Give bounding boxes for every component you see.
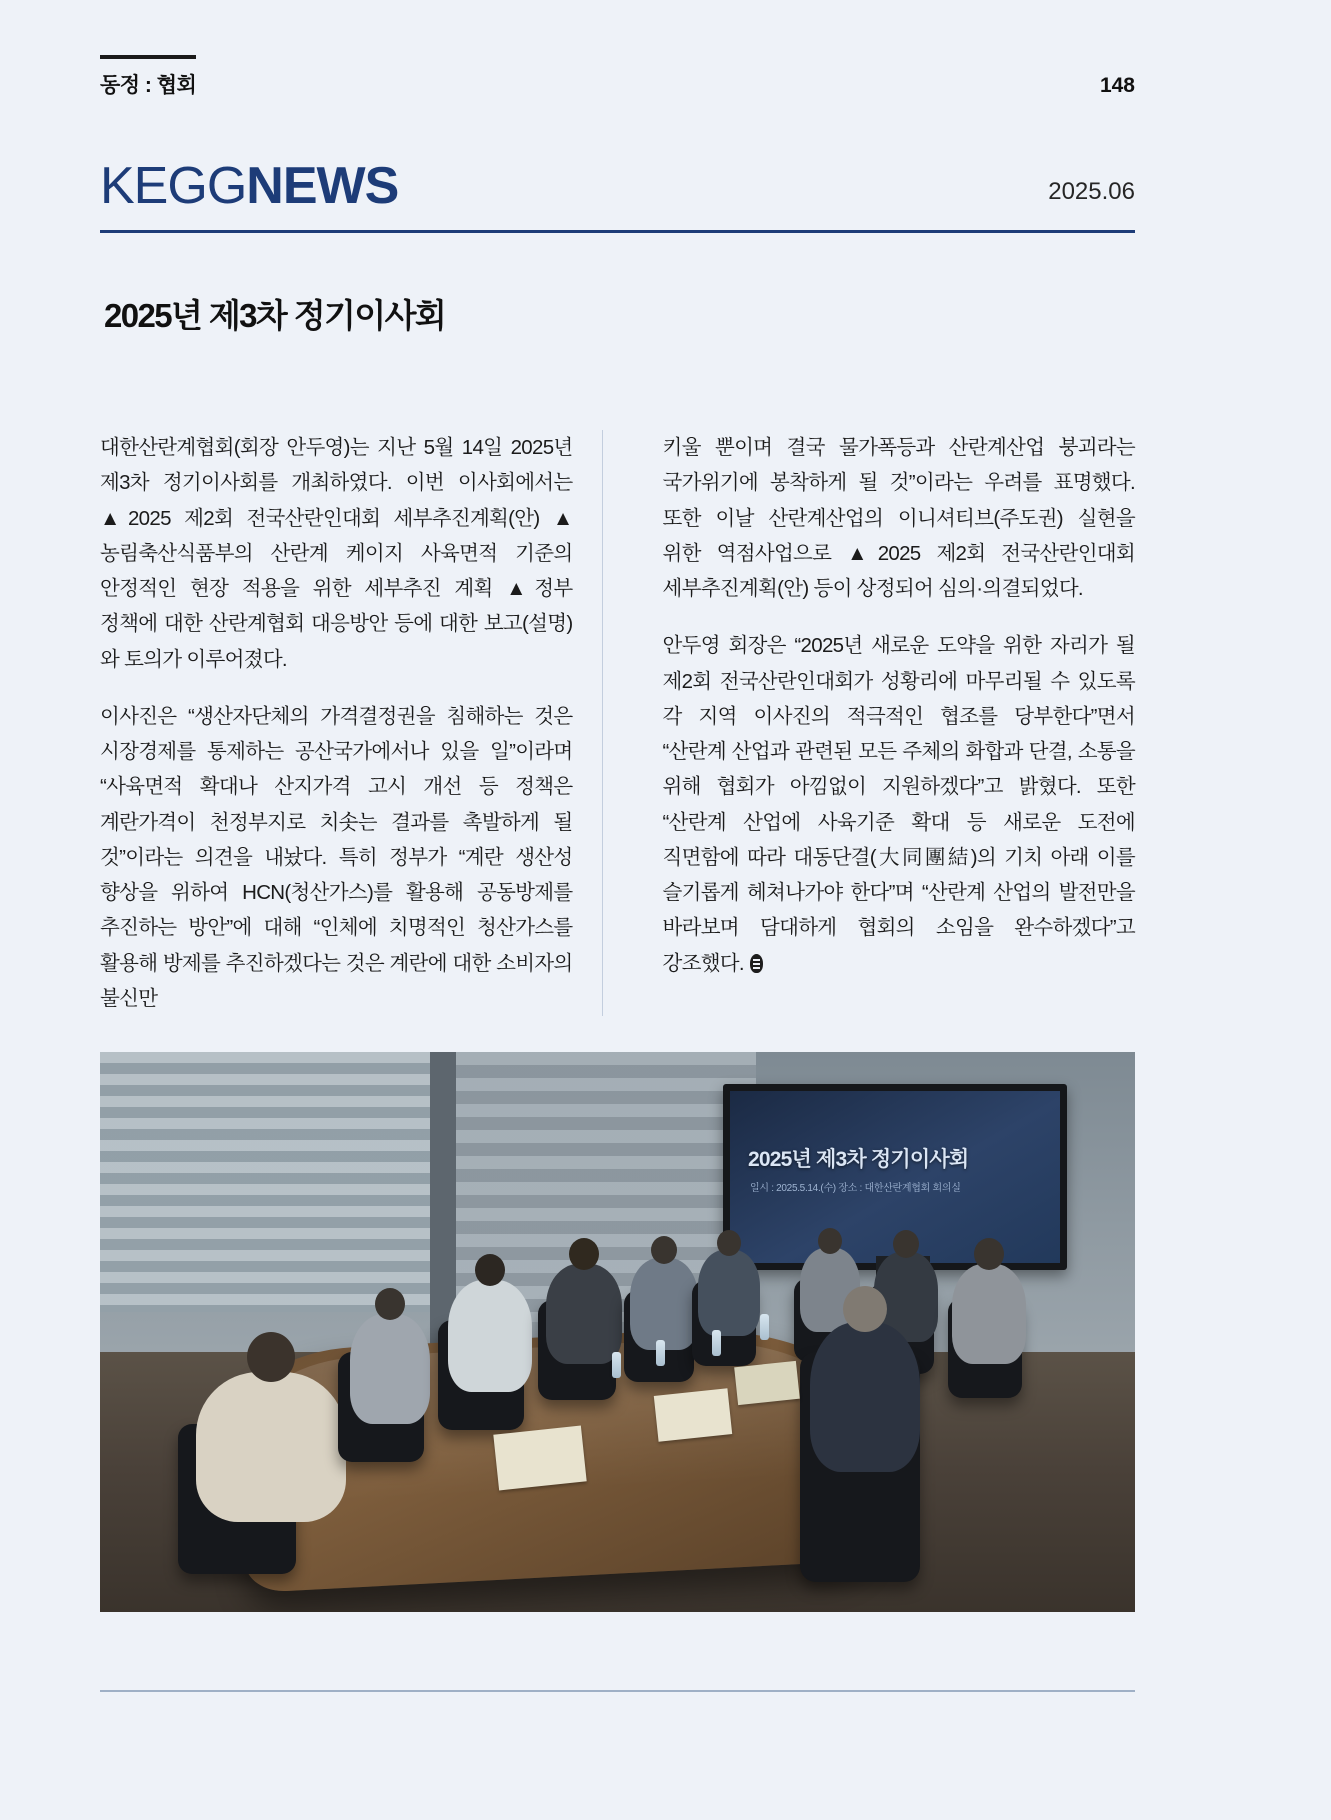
attendee-head [375, 1288, 405, 1320]
water-bottle [612, 1352, 621, 1378]
window-blinds [100, 1052, 430, 1312]
page-number: 148 [1099, 74, 1135, 97]
issue-date: 2025.06 [1048, 178, 1135, 205]
brand-bold-text: NEWS [246, 157, 399, 215]
attendee [952, 1264, 1026, 1364]
attendee [698, 1250, 760, 1336]
attendee-head [717, 1230, 741, 1256]
water-bottle [760, 1314, 769, 1340]
document-paper [654, 1388, 732, 1441]
attendee [448, 1280, 532, 1392]
page-header [100, 55, 1135, 99]
brand-logo [100, 157, 399, 215]
masthead [100, 157, 1135, 233]
attendee-head [569, 1238, 599, 1270]
column-left [100, 430, 603, 1016]
article-photo [100, 1052, 1135, 1612]
brand-light-text: KEGG [100, 157, 247, 215]
attendee-head [651, 1236, 677, 1264]
footer-rule [100, 1690, 1135, 1692]
paragraph: 키울 뿐이며 결국 물가폭등과 산란계산업 붕괴라는 국가위기에 봉착하게 될 것”이라는 우려를 표명했다. 또한 이날 산란계산업의 이니셔티브(주도권) 실현을 위한 역점사업으로 ▲2025 제2회 전국산란인대회 세부추진계획(안) 등이 상정되어 심의·의결되었다. [662, 436, 1135, 600]
section-label: 동정 : 협회 [100, 74, 197, 97]
attendee-head [893, 1230, 919, 1258]
water-bottle [656, 1340, 665, 1366]
attendee-head [247, 1332, 295, 1382]
paragraph-with-endmark [663, 628, 1136, 981]
header-rule [100, 55, 196, 59]
article-body [100, 430, 1135, 1016]
header-row [100, 69, 1135, 99]
water-bottle [712, 1330, 721, 1356]
screen-subtitle: 일시 : 2025.5.14.(수) 장소 : 대한산란계협회 회의실 [750, 1183, 961, 1194]
paragraph-text: 안두영 회장은 “2025년 새로운 도약을 위한 자리가 될 제2회 전국산란인대회가 성황리에 마무리될 수 있도록 각 지역 이사진의 적극적인 협조를 당부한다”면서 “산란계 산업과 관련된 모든 주체의 화합과 단결, 소통을 위해 협회가 아낌없이 지원하겠다”고 밝혔다. 또한 “산란계 산업에 사육기준 확대 등 새로운 도전에 직면함에 따라 대동단결(大同團結)의 기치 아래 이를 슬기롭게 헤쳐나가야 한다”며 “산란계 산업의 발전만을 바라보며 담대하게 협회의 소임을 완수하겠다”고 강조했다. [662, 634, 1135, 975]
attendee-head [475, 1254, 505, 1286]
attendee-head [974, 1238, 1004, 1270]
attendee [630, 1258, 698, 1350]
document-paper [493, 1426, 586, 1491]
attendee-head [843, 1286, 887, 1332]
screen-title: 2025년 제3차 정기이사회 [748, 1148, 969, 1171]
document-paper [734, 1361, 800, 1405]
column-right [663, 430, 1136, 1016]
paragraph: 대한산란계협회(회장 안두영)는 지난 5월 14일 2025년 제3차 정기이사회를 개최하였다. 이번 이사회에서는 ▲2025 제2회 전국산란인대회 세부추진계획(안) ▲농림축산식품부의 산란계 케이지 사육면적 기준의 안정적인 현장 적용을 위한 세부추진 계획 ▲정부 정책에 대한 산란계협회 대응방안 등에 대한 보고(설명)와 토의가 이루어졌다. [100, 436, 573, 671]
meeting-room-illustration [100, 1052, 1135, 1612]
attendee [196, 1372, 346, 1522]
page-title: 2025년 제3차 정기이사회 [104, 297, 446, 334]
egg-endmark-icon [750, 954, 763, 973]
attendee [546, 1264, 622, 1364]
attendee [350, 1314, 430, 1424]
attendee-foreground [810, 1322, 920, 1472]
paragraph: 이사진은 “생산자단체의 가격결정권을 침해하는 것은 시장경제를 통제하는 공산국가에서나 있을 일”이라며 “사육면적 확대나 산지가격 고시 개선 등 정책은 계란가격이 천정부지로 치솟는 결과를 촉발하게 될 것”이라는 의견을 내놨다. 특히 정부가 “계란 생산성 향상을 위하여 HCN(청산가스)를 활용해 공동방제를 추진하는 방안”에 대해 “인체에 치명적인 청산가스를 활용해 방제를 추진하겠다는 것은 계란에 대한 소비자의 불신만 [100, 704, 573, 1010]
attendee-head [818, 1228, 842, 1254]
